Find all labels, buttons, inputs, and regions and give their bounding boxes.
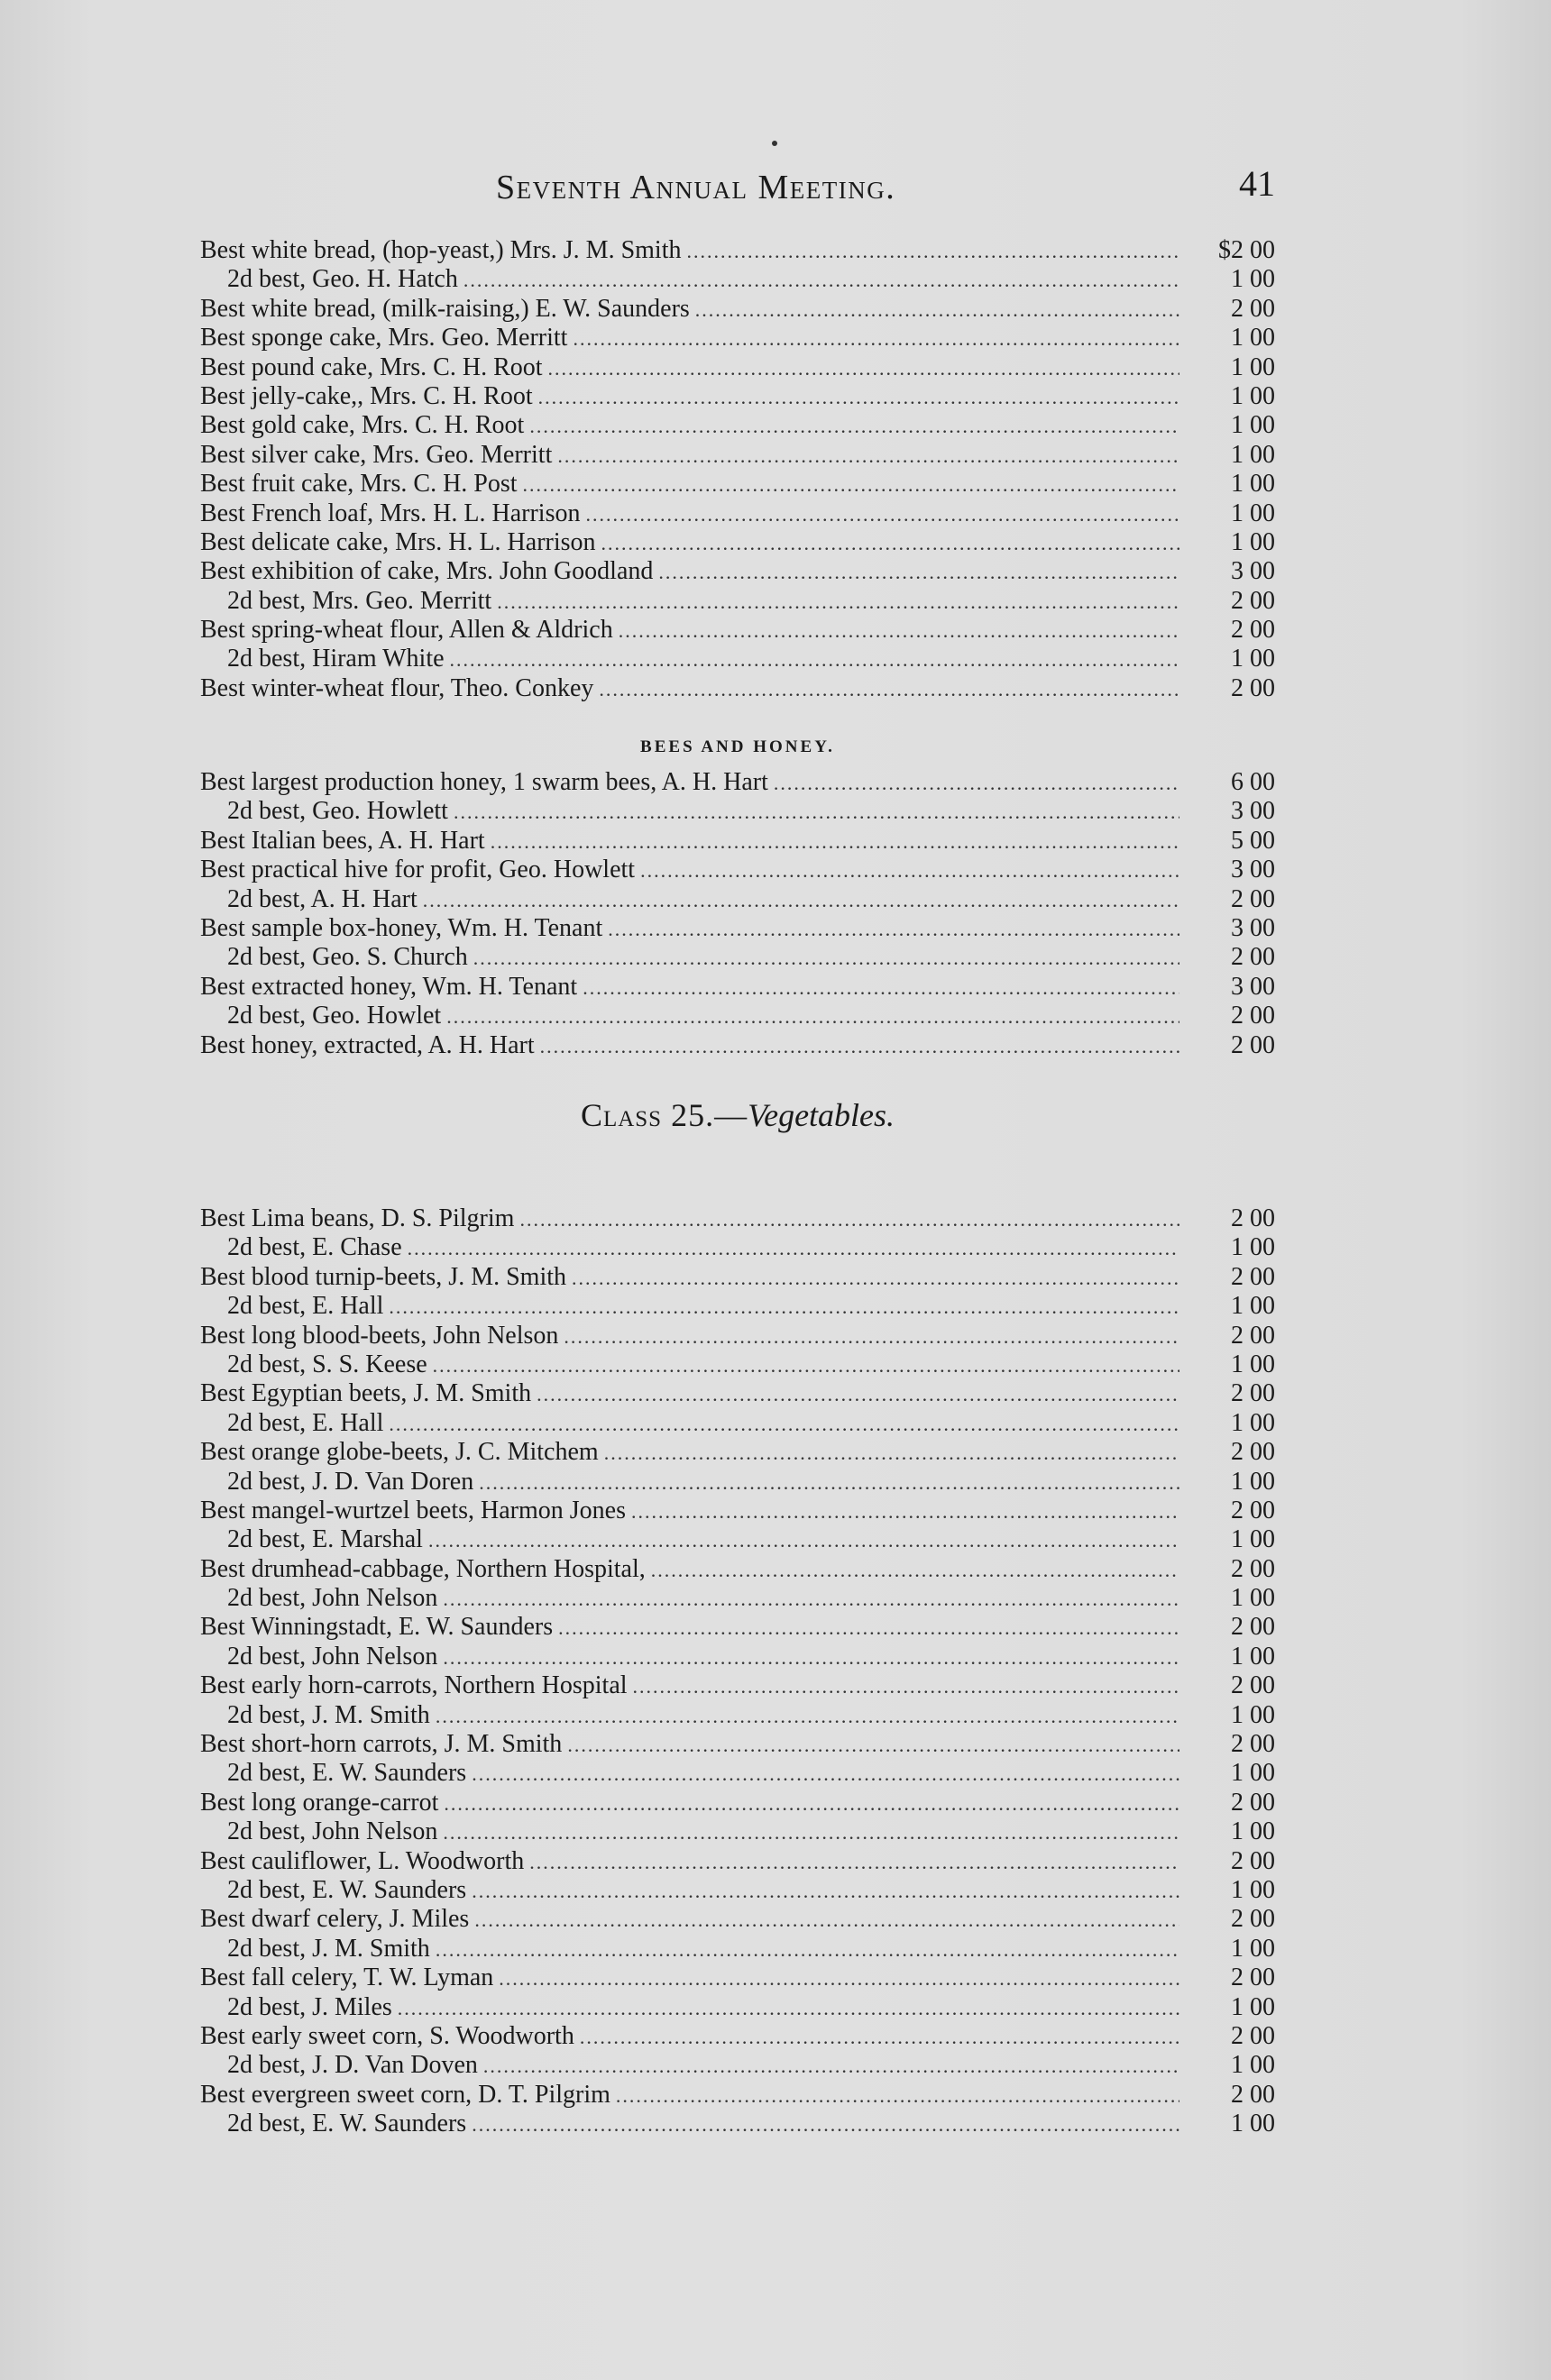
premium-amount: 2 00 [1231,1554,1275,1583]
premium-row [200,353,1275,382]
premium-row [200,973,1275,1002]
premium-row [200,1204,1275,1233]
dot-leader [633,1672,1179,1701]
premium-entry: Best pound cake, Mrs. C. H. Root [200,352,543,381]
premium-row [200,1292,1275,1321]
premium-amount: 1 00 [1231,1233,1275,1262]
premium-amount: 1 00 [1231,381,1275,410]
premium-amount: 1 00 [1231,1700,1275,1729]
premium-row [200,1409,1275,1438]
dot-leader [540,1032,1179,1061]
premium-amount: 2 00 [1231,1002,1275,1030]
premium-entry: 2d best, E. W. Saunders [227,2110,467,2138]
premium-amount: 1 00 [1231,411,1275,440]
premium-entry: 2d best, J. M. Smith [227,1934,430,1963]
dot-leader [564,1323,1179,1351]
premium-amount: 2 00 [1231,2080,1275,2109]
premium-entry: Best Italian bees, A. H. Hart [200,826,485,855]
premium-row [200,674,1275,703]
premium-row [200,2022,1275,2051]
class-label: Class 25.— [580,1097,748,1133]
premium-amount: 1 00 [1231,470,1275,499]
premium-entry: Best drumhead-cabbage, Northern Hospital, [200,1554,646,1583]
premium-list-bees-honey [200,768,1275,1060]
premium-entry: 2d best, E. W. Saunders [227,1759,467,1788]
premium-entry: 2d best, E. Chase [227,1233,402,1262]
dot-leader [537,1380,1179,1409]
premium-row [200,1876,1275,1905]
premium-amount: 1 00 [1231,527,1275,556]
dot-leader [472,1877,1179,1906]
premium-entry: Best spring-wheat flour, Allen & Aldrich [200,616,613,645]
premium-row [200,1730,1275,1759]
dot-leader [608,915,1179,944]
premium-row [200,1643,1275,1671]
premium-row [200,1817,1275,1846]
premium-entry: 2d best, Mrs. Geo. Merritt [227,586,492,615]
dot-leader [479,1469,1179,1497]
premium-row [200,2081,1275,2110]
premium-row [200,1935,1275,1964]
premium-entry: 2d best, J. D. Van Doren [227,1467,474,1496]
premium-entry: Best early horn-carrots, Northern Hospital [200,1671,628,1700]
premium-row [200,1438,1275,1467]
premium-amount: 1 00 [1231,2110,1275,2138]
premium-entry: 2d best, S. S. Keese [227,1350,427,1378]
dot-leader [687,237,1180,266]
premium-amount: 2 00 [1231,1671,1275,1700]
dot-leader [454,798,1179,827]
premium-entry: Best evergreen sweet corn, D. T. Pilgrim [200,2080,610,2109]
premium-amount: 3 00 [1231,913,1275,942]
dot-leader [619,617,1179,645]
section-title-bees-honey: BEES AND HONEY. [640,737,835,756]
premium-amount: 3 00 [1231,797,1275,826]
premium-entry: Best dwarf celery, J. Miles [200,1905,470,1934]
premium-row [200,236,1275,265]
premium-row [200,411,1275,440]
dot-leader [580,2023,1179,2052]
running-head: Seventh Annual Meeting. [496,169,896,206]
premium-row [200,616,1275,645]
premium-entry: 2d best, E. W. Saunders [227,1875,467,1904]
premium-entry: Best mangel-wurtzel beets, Harmon Jones [200,1496,626,1524]
premium-row [200,1031,1275,1060]
premium-entry: 2d best, J. M. Smith [227,1700,430,1729]
premium-amount: 5 00 [1231,826,1275,855]
dot-leader [436,1702,1179,1731]
premium-row [200,557,1275,586]
premium-amount: 1 00 [1231,1642,1275,1671]
premium-row [200,499,1275,528]
dot-leader [573,325,1179,353]
premium-amount: 2 00 [1231,1964,1275,1992]
dot-leader [583,974,1179,1002]
premium-entry: Best extracted honey, Wm. H. Tenant [200,972,578,1001]
premium-row [200,295,1275,324]
premium-amount: 2 00 [1231,943,1275,972]
premium-entry: Best honey, extracted, A. H. Hart [200,1030,535,1059]
premium-amount: 1 00 [1231,1817,1275,1846]
premium-row [200,1964,1275,1992]
premium-row [200,324,1275,352]
dot-leader [557,442,1179,471]
premium-row [200,827,1275,856]
premium-row [200,797,1275,826]
dot-leader [695,296,1179,325]
premium-entry: Best French loaf, Mrs. H. L. Harrison [200,499,581,527]
premium-entry: Best white bread, (hop-yeast,) Mrs. J. M. Smith [200,236,682,264]
premium-row [200,1759,1275,1788]
premium-amount: 2 00 [1231,586,1275,615]
premium-row [200,265,1275,294]
premium-entry: Best fall celery, T. W. Lyman [200,1964,494,1992]
dot-leader [658,558,1179,587]
premium-amount: 2 00 [1231,1030,1275,1059]
premium-amount: 2 00 [1231,1204,1275,1232]
premium-row [200,1002,1275,1030]
premium-amount: 3 00 [1231,557,1275,586]
premium-row [200,1468,1275,1497]
premium-amount: 2 00 [1231,1496,1275,1524]
premium-row [200,1671,1275,1700]
premium-entry: Best largest production honey, 1 swarm bees, A. H. Hart [200,768,768,796]
premium-entry: Best winter-wheat flour, Theo. Conkey [200,673,594,702]
premium-row [200,856,1275,884]
premium-row [200,943,1275,972]
dot-leader [616,2082,1179,2110]
premium-entry: 2d best, E. Hall [227,1408,384,1437]
premium-entry: Best long blood-beets, John Nelson [200,1321,559,1350]
premium-entry: 2d best, A. H. Hart [227,884,418,913]
dot-leader [523,471,1179,499]
dot-leader [491,828,1179,856]
premium-row [200,1379,1275,1408]
class-title [200,1096,1275,1134]
premium-entry: Best fruit cake, Mrs. C. H. Post [200,470,518,499]
dot-leader [389,1410,1179,1439]
premium-row [200,1993,1275,2022]
premium-amount: 1 00 [1231,499,1275,527]
dot-leader [774,769,1179,798]
dot-leader [473,944,1179,973]
dot-leader [389,1293,1179,1322]
premium-entry: Best Egyptian beets, J. M. Smith [200,1379,532,1408]
dot-leader [651,1556,1179,1585]
premium-row [200,2051,1275,2080]
dot-leader [604,1439,1179,1468]
dot-leader [631,1497,1179,1526]
premium-amount: 1 00 [1231,1350,1275,1378]
premium-entry: Best Lima beans, D. S. Pilgrim [200,1204,515,1232]
dot-leader [572,1264,1179,1293]
dot-leader [601,529,1179,558]
premium-amount: 2 00 [1231,1438,1275,1467]
premium-entry: Best early sweet corn, S. Woodworth [200,2021,574,2050]
dot-leader [443,1643,1179,1672]
premium-amount: 2 00 [1231,1379,1275,1408]
ink-dot [772,141,777,146]
premium-amount: 2 00 [1231,1846,1275,1875]
dot-leader [443,1818,1179,1847]
premium-amount: 1 00 [1231,1584,1275,1613]
premium-row [200,1263,1275,1292]
dot-leader [538,383,1179,412]
dot-leader [472,1760,1179,1789]
premium-entry: Best sample box-honey, Wm. H. Tenant [200,913,603,942]
premium-row [200,1322,1275,1350]
premium-entry: Best short-horn carrots, J. M. Smith [200,1730,563,1759]
premium-row [200,470,1275,499]
premium-row [200,1525,1275,1554]
dot-leader [463,266,1179,295]
premium-amount: 1 00 [1231,1292,1275,1321]
premium-entry: 2d best, J. D. Van Doven [227,2051,478,2080]
premium-amount: 1 00 [1231,1408,1275,1437]
premium-amount: 6 00 [1231,768,1275,796]
dot-leader [423,886,1179,915]
premium-amount: 1 00 [1231,440,1275,469]
premium-amount: 1 00 [1231,265,1275,294]
dot-leader [444,1790,1179,1818]
dot-leader [428,1526,1179,1555]
dot-leader [472,2110,1179,2139]
premium-row [200,1584,1275,1613]
premium-amount: 2 00 [1231,1905,1275,1934]
premium-row [200,885,1275,914]
premium-entry: 2d best, John Nelson [227,1584,438,1613]
dot-leader [446,1002,1179,1031]
dot-leader [443,1585,1179,1614]
dot-leader [640,856,1179,885]
premium-entry: Best delicate cake, Mrs. H. L. Harrison [200,527,596,556]
dot-leader [474,1906,1179,1935]
page-number: 41 [1239,163,1275,204]
premium-amount: 1 00 [1231,1467,1275,1496]
premium-row [200,645,1275,673]
premium-entry: 2d best, Geo. S. Church [227,943,468,972]
premium-row [200,441,1275,470]
dot-leader [529,1848,1179,1877]
dot-leader [436,1936,1179,1964]
premium-amount: 2 00 [1231,1613,1275,1642]
premium-amount: 2 00 [1231,884,1275,913]
premium-row [200,1789,1275,1817]
class-subtitle: Vegetables. [748,1097,895,1133]
premium-amount: 2 00 [1231,616,1275,645]
premium-row [200,768,1275,797]
premium-row [200,1701,1275,1730]
premium-amount: 2 00 [1231,1730,1275,1759]
premium-entry: 2d best, Geo. Howlett [227,797,448,826]
dot-leader [450,645,1179,674]
dot-leader [548,354,1179,383]
premium-entry: Best orange globe-beets, J. C. Mitchem [200,1438,599,1467]
premium-entry: Best sponge cake, Mrs. Geo. Merritt [200,324,568,352]
dot-leader [558,1614,1179,1643]
dot-leader [433,1351,1179,1380]
premium-entry: Best white bread, (milk-raising,) E. W. Saunders [200,294,690,323]
premium-amount: 3 00 [1231,972,1275,1001]
dot-leader [585,500,1179,529]
premium-amount: 2 00 [1231,673,1275,702]
premium-amount: 1 00 [1231,645,1275,673]
premium-amount: 2 00 [1231,1788,1275,1817]
premium-entry: 2d best, E. Hall [227,1292,384,1321]
dot-leader [398,1994,1179,2023]
dot-leader [529,412,1179,441]
premium-amount: 2 00 [1231,1321,1275,1350]
premium-row [200,1847,1275,1876]
premium-amount: 3 00 [1231,856,1275,884]
premium-amount: 2 00 [1231,1262,1275,1291]
premium-entry: Best long orange-carrot [200,1788,439,1817]
premium-entry: Best jelly-cake,, Mrs. C. H. Root [200,381,533,410]
premium-row [200,1555,1275,1584]
premium-row [200,1233,1275,1262]
premium-row [200,2110,1275,2138]
premium-amount: 2 00 [1231,294,1275,323]
premium-entry: 2d best, John Nelson [227,1817,438,1846]
dot-leader [497,588,1179,617]
premium-entry: Best practical hive for profit, Geo. Howlett [200,856,636,884]
premium-row [200,528,1275,557]
dot-leader [408,1234,1179,1263]
premium-entry: 2d best, Hiram White [227,645,445,673]
premium-entry: Best exhibition of cake, Mrs. John Goodland [200,557,654,586]
premium-amount: 1 00 [1231,1875,1275,1904]
premium-list-vegetables [200,1204,1275,2139]
premium-amount: 2 00 [1231,2021,1275,2050]
premium-entry: Best blood turnip-beets, J. M. Smith [200,1262,566,1291]
dot-leader [519,1205,1179,1234]
premium-entry: Best cauliflower, L. Woodworth [200,1846,525,1875]
premium-amount: 1 00 [1231,324,1275,352]
premium-entry: 2d best, E. Marshal [227,1525,423,1554]
premium-amount: 1 00 [1231,352,1275,381]
premium-list-baking-flour [200,236,1275,703]
premium-amount: $2 00 [1218,236,1275,264]
premium-row [200,382,1275,411]
premium-amount: 1 00 [1231,1525,1275,1554]
premium-entry: Best Winningstadt, E. W. Saunders [200,1613,554,1642]
dot-leader [599,675,1179,704]
premium-row [200,1613,1275,1642]
premium-entry: 2d best, Geo. Howlet [227,1002,442,1030]
dot-leader [483,2052,1179,2081]
dot-leader [567,1731,1179,1760]
premium-row [200,914,1275,943]
premium-amount: 1 00 [1231,1934,1275,1963]
premium-amount: 1 00 [1231,1992,1275,2021]
premium-row [200,587,1275,616]
premium-row [200,1905,1275,1934]
premium-entry: 2d best, J. Miles [227,1992,392,2021]
page-header [200,162,1275,207]
dot-leader [499,1964,1179,1993]
premium-amount: 1 00 [1231,1759,1275,1788]
premium-entry: 2d best, Geo. H. Hatch [227,265,458,294]
premium-row [200,1350,1275,1379]
premium-entry: Best gold cake, Mrs. C. H. Root [200,411,525,440]
premium-entry: 2d best, John Nelson [227,1642,438,1671]
premium-entry: Best silver cake, Mrs. Geo. Merritt [200,440,553,469]
premium-row [200,1497,1275,1525]
premium-amount: 1 00 [1231,2051,1275,2080]
